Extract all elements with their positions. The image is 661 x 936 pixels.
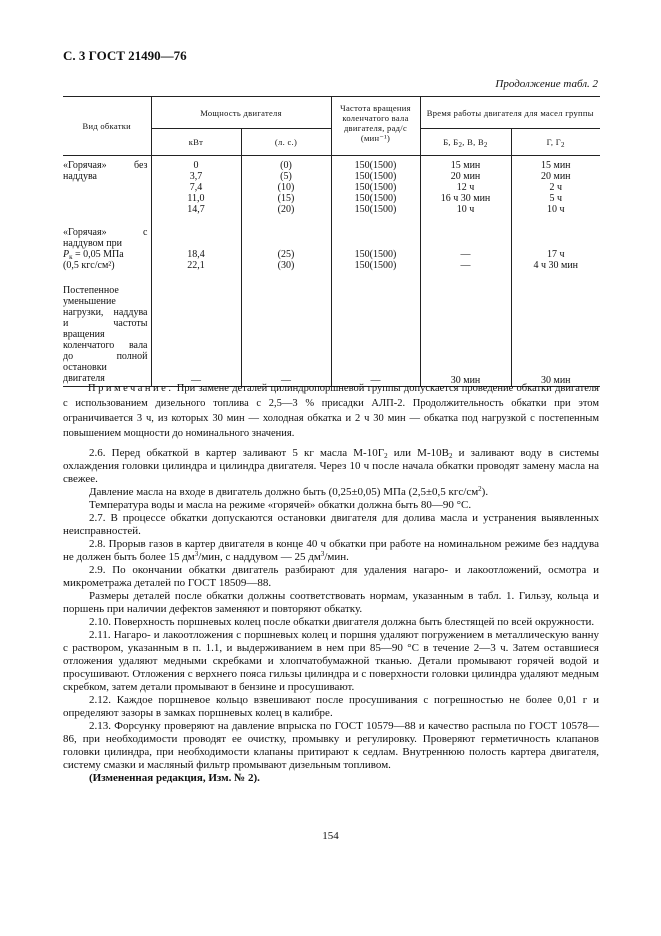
header-power: Мощность двигателя: [151, 97, 331, 129]
paragraph-2-6: 2.6. Перед обкаткой в картер заливают 5 кг масла $М-10Г_2$ или $М-10В_2$ и заливают воду в системы охлаждения головки цилиндра и цилиндра двигателя. Через 10 ч после начала обкатки проводят замену масла на свежее.: [63, 447, 599, 485]
paragraph: Температура воды и масла на режиме «горячей» обкатки должна быть 80—90 °С.: [89, 499, 472, 511]
paragraph-2-11: 2.11. Нагаро- и лакоотложения с поршневых колец и поршня удаляют погружением в металлическую ванну с раствором, указанным в п. 1.1, и выдерживанием в нем при 85—90 °С в течение 2—3 ч. Затем оставшиеся отложения удаляют медными скребками и хлопчатобумажной тканью. Детали промывают горячей водой и просушивают. Отложения с верхнего пояса гильзы цилиндра и с поверхности головки цилиндра удаляют медным скребком, затем детали промывают в бензине и просушивают.: [63, 629, 599, 693]
table-row: 7,4 (10) 150(1500) 12 ч 2 ч: [63, 182, 600, 193]
table-row: (0,5 кгс/см²) 22,1 (30) 150(1500) — 4 ч 30 мин: [63, 260, 600, 271]
table-note: [63, 381, 599, 441]
page-header: С. 3 ГОСТ 21490—76: [63, 48, 187, 63]
header-hp: (л. с.): [241, 129, 331, 156]
paragraph-2-10: 2.10. Поверхность поршневых колец после обкатки двигателя должна быть блестящей по всей окружности.: [89, 616, 595, 628]
table-row: $P_к = 0,05$ МПа 18,4 (25) 150(1500) — 17 ч: [63, 249, 600, 260]
table-row: «Горячая» с наддувом при: [63, 227, 600, 249]
note-text: При замене деталей цилиндропоршневой группы допускается проведение обкатки двигателя с использованием дизельного топлива с 2,5—3 % присадки АЛП-2. Продолжительность обкатки при этом ограничивается 3 ч, из которых 30 мин — холодная обкатка и 2 ч 30 мин — обкатка под нагрузкой с постепенным повышением мощности до номинального значения.: [63, 383, 600, 439]
note-label: Примечание.: [88, 383, 174, 394]
paragraph-2-13: 2.13. Форсунку проверяют на давление впрыска по ГОСТ 10579—88 и качество распыла по ГОСТ 10578—86, при необходимости проводят ее очистку, промывку и регулировку. Проверяют герметичность клапанов головки цилиндра, при необходимости клапаны притирают к седлам. Внутреннюю полость картера двигателя, систему смазки и масляный фильтр промывают дизельным топливом.: [63, 720, 599, 771]
body-text: [63, 447, 599, 785]
table-row: 3,7 (5) 150(1500) 20 мин 20 мин: [63, 171, 600, 182]
header-kw: кВт: [151, 129, 241, 156]
header-time: Время работы двигателя для масел группы: [420, 97, 600, 129]
paragraph-2-7: 2.7. В процессе обкатки допускаются остановки двигателя для долива масла и устранения выявленных неисправностей.: [63, 512, 599, 537]
paragraph: Размеры деталей после обкатки должны соответствовать нормам, указанным в табл. 1. Гильзу, кольца и поршень при наличии дефектов заменяют и повторяют обкатку.: [63, 590, 599, 615]
header-time-oil-b: Г, $Г_2$: [511, 129, 600, 156]
header-frequency: Частота вращения коленчатого вала двигателя, рад/с (мин⁻¹): [331, 97, 420, 156]
table-row: Постепенное уменьшение нагрузки, наддува и частоты вращения коленчатого вала до полной остановки двигателя — — — 30 мин 30 мин: [63, 285, 600, 387]
header-time-oil-a: Б, $Б_2$, В, $В_2$: [420, 129, 511, 156]
paragraph: Давление масла на входе в двигатель должно быть (0,25±0,05) МПа (2,5±0,5 кгс/$см^2$).: [89, 485, 489, 498]
paragraph-2-8: 2.8. Прорыв газов в картер двигателя в конце 40 ч обкатки при работе на номинальном режиме без наддува не должен быть более 15 $дм^3$/мин, с наддувом — 25 $дм^3$/мин.: [63, 538, 599, 563]
table-row: 11,0 (15) 150(1500) 16 ч 30 мин 5 ч: [63, 193, 600, 204]
edition-note: (Измененная редакция, Изм. № 2).: [89, 772, 260, 784]
paragraph-2-9: 2.9. По окончании обкатки двигатель разбирают для удаления нагаро- и лакоотложений, осмотра и микрометража деталей по ГОСТ 18509—88.: [63, 564, 599, 589]
paragraph-2-12: 2.12. Каждое поршневое кольцо взвешивают после просушивания с погрешностью не более 0,01 г и определяют зазоры в замках поршневых колец в калибре.: [63, 694, 599, 719]
table-row: 14,7 (20) 150(1500) 10 ч 10 ч: [63, 204, 600, 215]
table-continuation-label: Продолжение табл. 2: [495, 78, 598, 90]
table-row: «Горячая» без наддува 0 (0) 150(1500) 15 мин 15 мин: [63, 160, 600, 171]
header-kind: Вид обкатки: [63, 97, 151, 156]
page-number: 154: [322, 830, 339, 842]
table-2: [63, 96, 600, 387]
